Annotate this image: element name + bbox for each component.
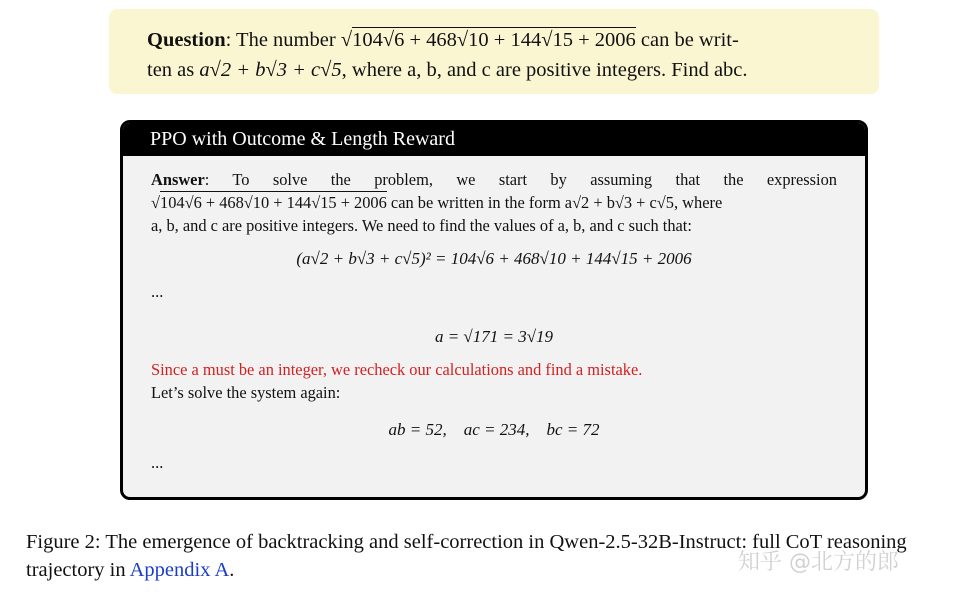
question-mid: can be writ- (635, 29, 739, 51)
ellipsis-2: ... (151, 453, 164, 472)
answer-line1: : To solve the problem, we start by assuming that the expression (204, 170, 837, 189)
answer-box-title: PPO with Outcome & Length Reward (123, 123, 865, 156)
equation-1: (a√2 + b√3 + c√5)² = 104√6 + 468√10 + 144√15 + 2006 (296, 249, 692, 268)
answer-label: Answer (151, 170, 205, 189)
answer-box (120, 120, 868, 500)
question-line2-post: , where a, b, and c are positive integers. Find abc. (341, 59, 748, 81)
question-box: Question: The number √104√6 + 468√10 + 144√15 + 2006 can be writ- ten as a√2 + b√3 + c√5, where a, b, and c are positive integers. Find abc. (109, 9, 879, 94)
caption-text: Figure 2: The emergence of backtracking and self-correction in Qwen-2.5-32B-Instruct: full CoT reasoning trajectory in (26, 531, 907, 581)
equation-3: ab = 52, ac = 234, bc = 72 (388, 420, 600, 439)
equation-2: a = √171 = 3√19 (434, 327, 554, 346)
watermark: 知乎 @北方的郎 (738, 550, 899, 575)
question-expression: 104√6 + 468√10 + 144√15 + 2006 (352, 29, 636, 51)
question-label: Question (147, 29, 226, 51)
question-form: a√2 + b√3 + c√5 (199, 59, 342, 81)
ellipsis-1: ... (151, 282, 164, 301)
question-line2-pre: ten as (147, 59, 200, 81)
answer-body: Answer: To solve the problem, we start by assuming that the expression √104√6 + 468√10 + 144√15 + 2006 can be written in the form a√2 + b√3 + c√5, where a, b, and c are positive integers. We need to find the values of a, b, and c such that: (a√2 + b√3 + c√5)² = 104√6 + 468√10 + 144√15 + 2006 ... a = √171 = 3√19 Since a must be an integer, we recheck our calculations and find a mistake. Let’s solve the system again: ab = 52, ac = 234, bc = 72 ... (151, 170, 837, 472)
answer-line2: can be written in the form a√2 + b√3 + c√5, where (386, 193, 723, 212)
self-correction-line: Since a must be an integer, we recheck our calculations and find a mistake. (151, 360, 643, 379)
answer-line3: a, b, and c are positive integers. We need to find the values of a, b, and c such that: (151, 216, 692, 235)
caption-end: . (229, 559, 235, 581)
answer-expression: 104√6 + 468√10 + 144√15 + 2006 (160, 193, 387, 212)
appendix-link[interactable]: Appendix A (129, 559, 230, 581)
question-intro: : The number (225, 29, 341, 51)
solve-again-line: Let’s solve the system again: (151, 383, 341, 402)
